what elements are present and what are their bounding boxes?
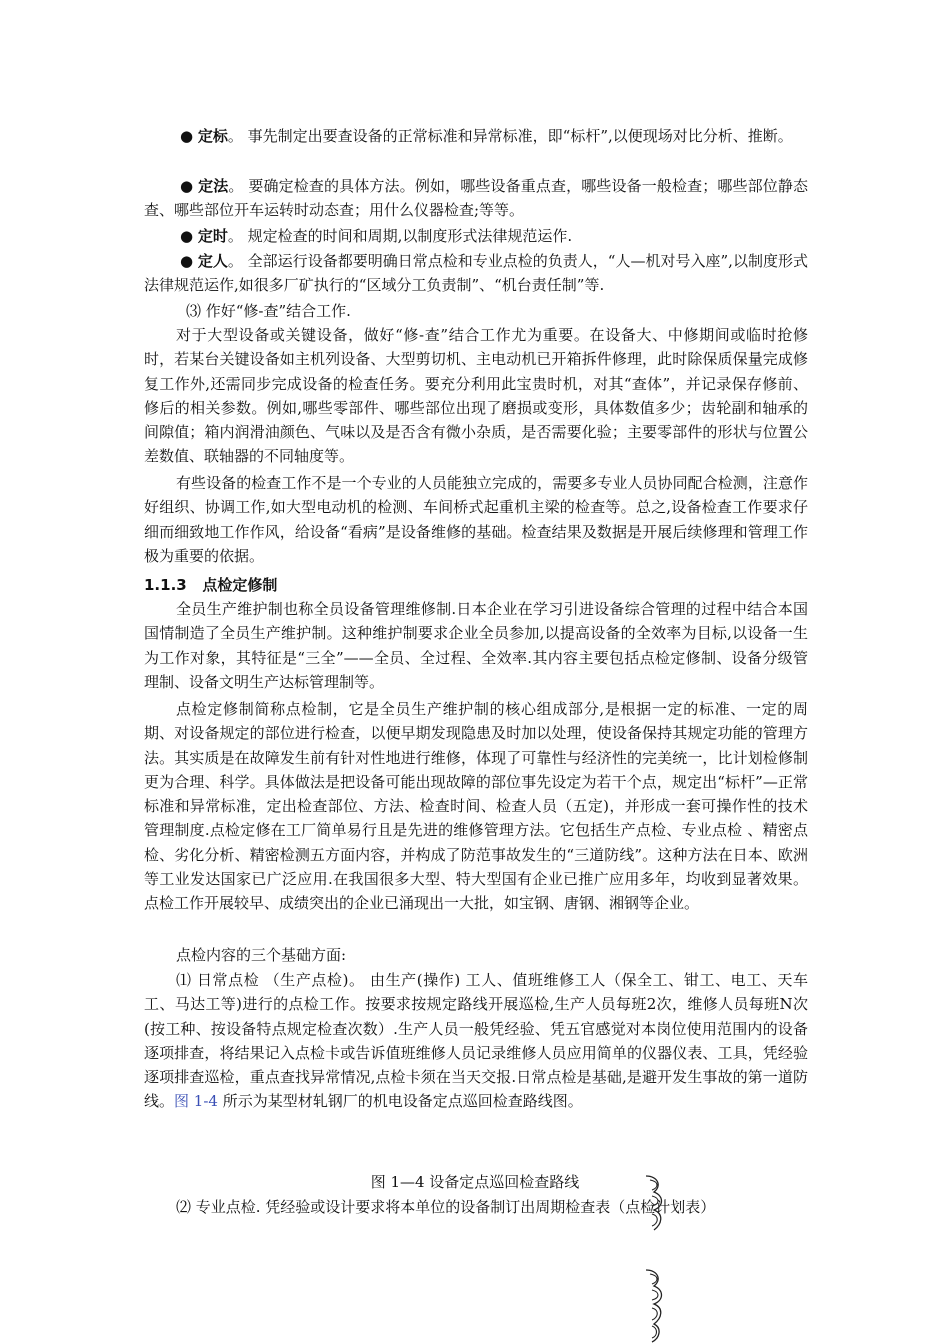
numbered-item-3: ⑶ 作好“修-查”结合工作. [186, 302, 351, 320]
paragraph-spot-check-system: 点检定修制简称点检制，它是全员生产维护制的核心组成部分,是根据一定的标准、一定的周期、对设备规定的部位进行检查，以便早期发现隐患及时加以处理，使设备保持其规定功能的管理方法。其实质是在故障发生前有针对性地进行维修，体现了可靠性与经济性的完美统一，比计划检修制更为合理、科学。具体做法是把设备可能出现故障的部位事先设定为若干个点，规定出“标杆”—正常标准和异常标准，定出检查部位、方法、检查时间、检查人员（五定)，并形成一套可操作性的技术管理制度.点检定修在工厂简单易行且是先进的维修管理方法。它包括生产点检、专业点检 、精密点检、劣化分析、精密检测五方面内容，并构成了防范事故发生的“三道防线”。这种方法在日本、欧洲等工业发达国家已广泛应用.在我国很多大型、特大型国有企业已推广应用多年，均收到显著效果。点检工作开展较早、成绩突出的企业已涌现出一大批，如宝钢、唐钢、湘钢等企业。 [144, 700, 808, 913]
section-number: 1.1.3 [144, 576, 187, 594]
bullet-item-method: ● 定法。 要确定检查的具体方法。例如，哪些设备重点查，哪些设备一般检查；哪些部位静态查、哪些部位开车运转时动态查；用什么仪器检查;等等。 [144, 177, 808, 220]
bullet-item-person: ● 定人。 全部运行设备都要明确日常点检和专业点检的负责人，“人—机对号入座”,以制度形式法律规范运作,如很多厂矿执行的“区域分工负责制”、“机台责任制”等. [144, 252, 808, 295]
bullet-text: 。 全部运行设备都要明确日常点检和专业点检的负责人，“人—机对号入座”,以制度形式法律规范运作,如很多厂矿执行的“区域分工负责制”、“机台责任制”等. [144, 252, 808, 295]
bullet-item-time: ● 定时。 规定检查的时间和周期,以制度形式法律规范运作. [180, 227, 573, 245]
bullet-item-standard: ● 定标。 事先制定出要查设备的正常标准和异常标准，即“标杆”,以便现场对比分析、推断。 [180, 127, 793, 145]
figure-reference-link[interactable]: 图 1-4 [174, 1092, 218, 1111]
daily-check-text-end: 所示为某型材轧钢厂的机电设备定点巡回检查路线图。 [217, 1092, 583, 1111]
bullet-text: 。 规定检查的时间和周期,以制度形式法律规范运作. [227, 227, 573, 245]
curl-decoration-icon [640, 1172, 670, 1234]
bullet-term: 定人 [197, 252, 228, 270]
bullet-term: 定标 [197, 127, 228, 145]
section-title: 点检定修制 [202, 576, 278, 594]
bullet-text: 。 事先制定出要查设备的正常标准和异常标准，即“标杆”,以便现场对比分析、推断。 [227, 127, 793, 145]
paragraph-three-aspects: 点检内容的三个基础方面: [176, 946, 347, 964]
bullet-term: 定时 [197, 227, 228, 245]
numbered-item-2: ⑵ 专业点检. 凭经验或设计要求将本单位的设备制订出周期检查表（点检计划表） [176, 1198, 716, 1216]
curl-decoration-icon [640, 1266, 670, 1344]
figure-caption: 图 1—4 设备定点巡回检查路线 [370, 1173, 580, 1191]
paragraph-daily-check [144, 968, 808, 1114]
paragraph-tpm: 全员生产维护制也称全员设备管理维修制.日本企业在学习引进设备综合管理的过程中结合本国国情制造了全员生产维护制。这种维护制要求企业全员参加,以提高设备的全效率为目标,以设备一生为工作对象，其特征是“三全”——全员、全过程、全效率.其内容主要包括点检定修制、设备分级管理制、设备文明生产达标管理制等。 [144, 600, 808, 691]
bullet-term: 定法 [198, 177, 229, 195]
paragraph-repair-inspection: 对于大型设备或关键设备，做好“修-查”结合工作尤为重要。在设备大、中修期间或临时抢修时，若某台关键设备如主机列设备、大型剪切机、主电动机已开箱拆件修理，此时除保质保量完成修复工作外,还需同步完成设备的检查任务。要充分利用此宝贵时机，对其“查体”，并记录保存修前、修后的相关参数。例如,哪些零部件、哪些部位出现了磨损或变形，具体数值多少；齿轮副和轴承的间隙值；箱内润滑油颜色、气味以及是否含有微小杂质，是否需要化验；主要零部件的形状与位置公差数值、联轴器的不同轴度等。 [144, 326, 808, 466]
daily-check-text: ⑴ 日常点检 （生产点检)。 由生产(操作) 工人、值班维修工人（保全工、钳工、电工、天车工、马达工等)进行的点检工作。按要求按规定路线开展巡检,生产人员每班2次，维修人员每班N次(按工种、按设备特点规定检查次数）.生产人员一般凭经验、凭五官感觉对本岗位使用范围内的设备逐项排查，将结果记入点检卡或告诉值班维修人员记录维修人员应用简单的仪器仪表、工具，凭经验逐项排查巡检，重点查找异常情况,点检卡须在当天交报.日常点检是基础,是避开发生事故的第一道防线。 [144, 971, 808, 1111]
bullet-text: 。 要确定检查的具体方法。例如，哪些设备重点查，哪些设备一般检查；哪些部位静态查、哪些部位开车运转时动态查；用什么仪器检查;等等。 [144, 177, 808, 220]
paragraph-multi-discipline: 有些设备的检查工作不是一个专业的人员能独立完成的，需要多专业人员协同配合检测，注意作好组织、协调工作,如大型电动机的检测、车间桥式起重机主梁的检查等。总之,设备检查工作要求仔细而细致地工作作风，给设备“看病”是设备维修的基础。检查结果及数据是开展后续修理和管理工作极为重要的依据。 [144, 474, 808, 565]
section-heading [144, 573, 277, 597]
